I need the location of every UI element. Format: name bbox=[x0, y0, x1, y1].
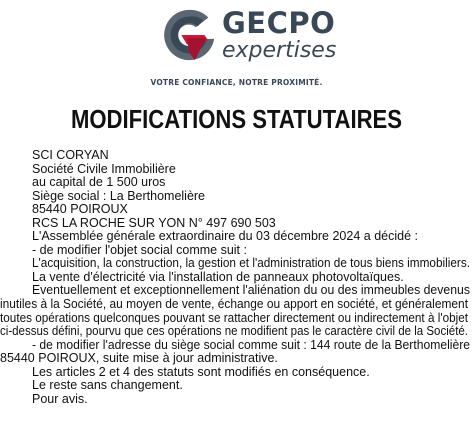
notice-line-address-change: - de modifier l'adresse du siège social comme suit : 144 route de la Berthomelière bbox=[32, 337, 471, 352]
notice-line-object-5: toutes opérations quelconques pouvant se rattacher directement ou indirectement à l'objet bbox=[0, 310, 469, 325]
notice-line-articles: Les articles 2 et 4 des statuts sont modifiés en conséquence. bbox=[32, 364, 370, 379]
logo-subtitle: expertises bbox=[222, 38, 337, 63]
notice-line-object-6: ci-dessus défini, pourvu que ces opérations ne modifient pas le caractère civil de la Société. bbox=[0, 324, 468, 339]
logo-name: GECPO bbox=[222, 6, 336, 40]
notice-line-capital: au capital de 1 500 uros bbox=[32, 175, 166, 190]
notice-line-office: Siège social : La Berthomelière bbox=[32, 188, 206, 203]
notice-line-rcs: RCS LA ROCHE SUR YON N° 497 690 503 bbox=[32, 215, 276, 230]
company-logo bbox=[0, 4, 473, 90]
notice-line-object-4: inutiles à la Société, au moyen de vente, échange ou apport en société, et généralement bbox=[0, 297, 469, 312]
notice-line-closing: Pour avis. bbox=[32, 391, 88, 406]
notice-line-object-1: L'acquisition, la construction, la gestion et l'administration de tous biens immobiliers. bbox=[32, 256, 471, 271]
notice-line-object-3: Eventuellement et exceptionnellement l'aliénation du ou des immeubles devenus bbox=[32, 283, 470, 298]
notice-line-city: 85440 POIROUX bbox=[32, 202, 128, 217]
notice-title: MODIFICATIONS STATUTAIRES bbox=[70, 104, 403, 134]
notice-line-form: Société Civile Immobilière bbox=[32, 161, 176, 176]
gecpo-logo-icon bbox=[160, 6, 218, 64]
logo-tagline: VOTRE CONFIANCE, NOTRE PROXIMITÉ. bbox=[150, 78, 323, 87]
notice-body bbox=[0, 149, 473, 406]
notice-line-assembly: L'Assemblée générale extraordinaire du 03 décembre 2024 a décidé : bbox=[32, 229, 418, 244]
notice-line-address-city: 85440 POIROUX, suite mise à jour administrative. bbox=[0, 351, 278, 366]
notice-line-company: SCI CORYAN bbox=[32, 148, 109, 162]
notice-line-object-2: La vente d'électricité via l'installation de panneaux photovoltaïques. bbox=[32, 269, 404, 284]
notice-line-rest: Le reste sans changement. bbox=[32, 378, 183, 393]
notice-line-object-heading: - de modifier l'objet social comme suit : bbox=[32, 242, 247, 257]
